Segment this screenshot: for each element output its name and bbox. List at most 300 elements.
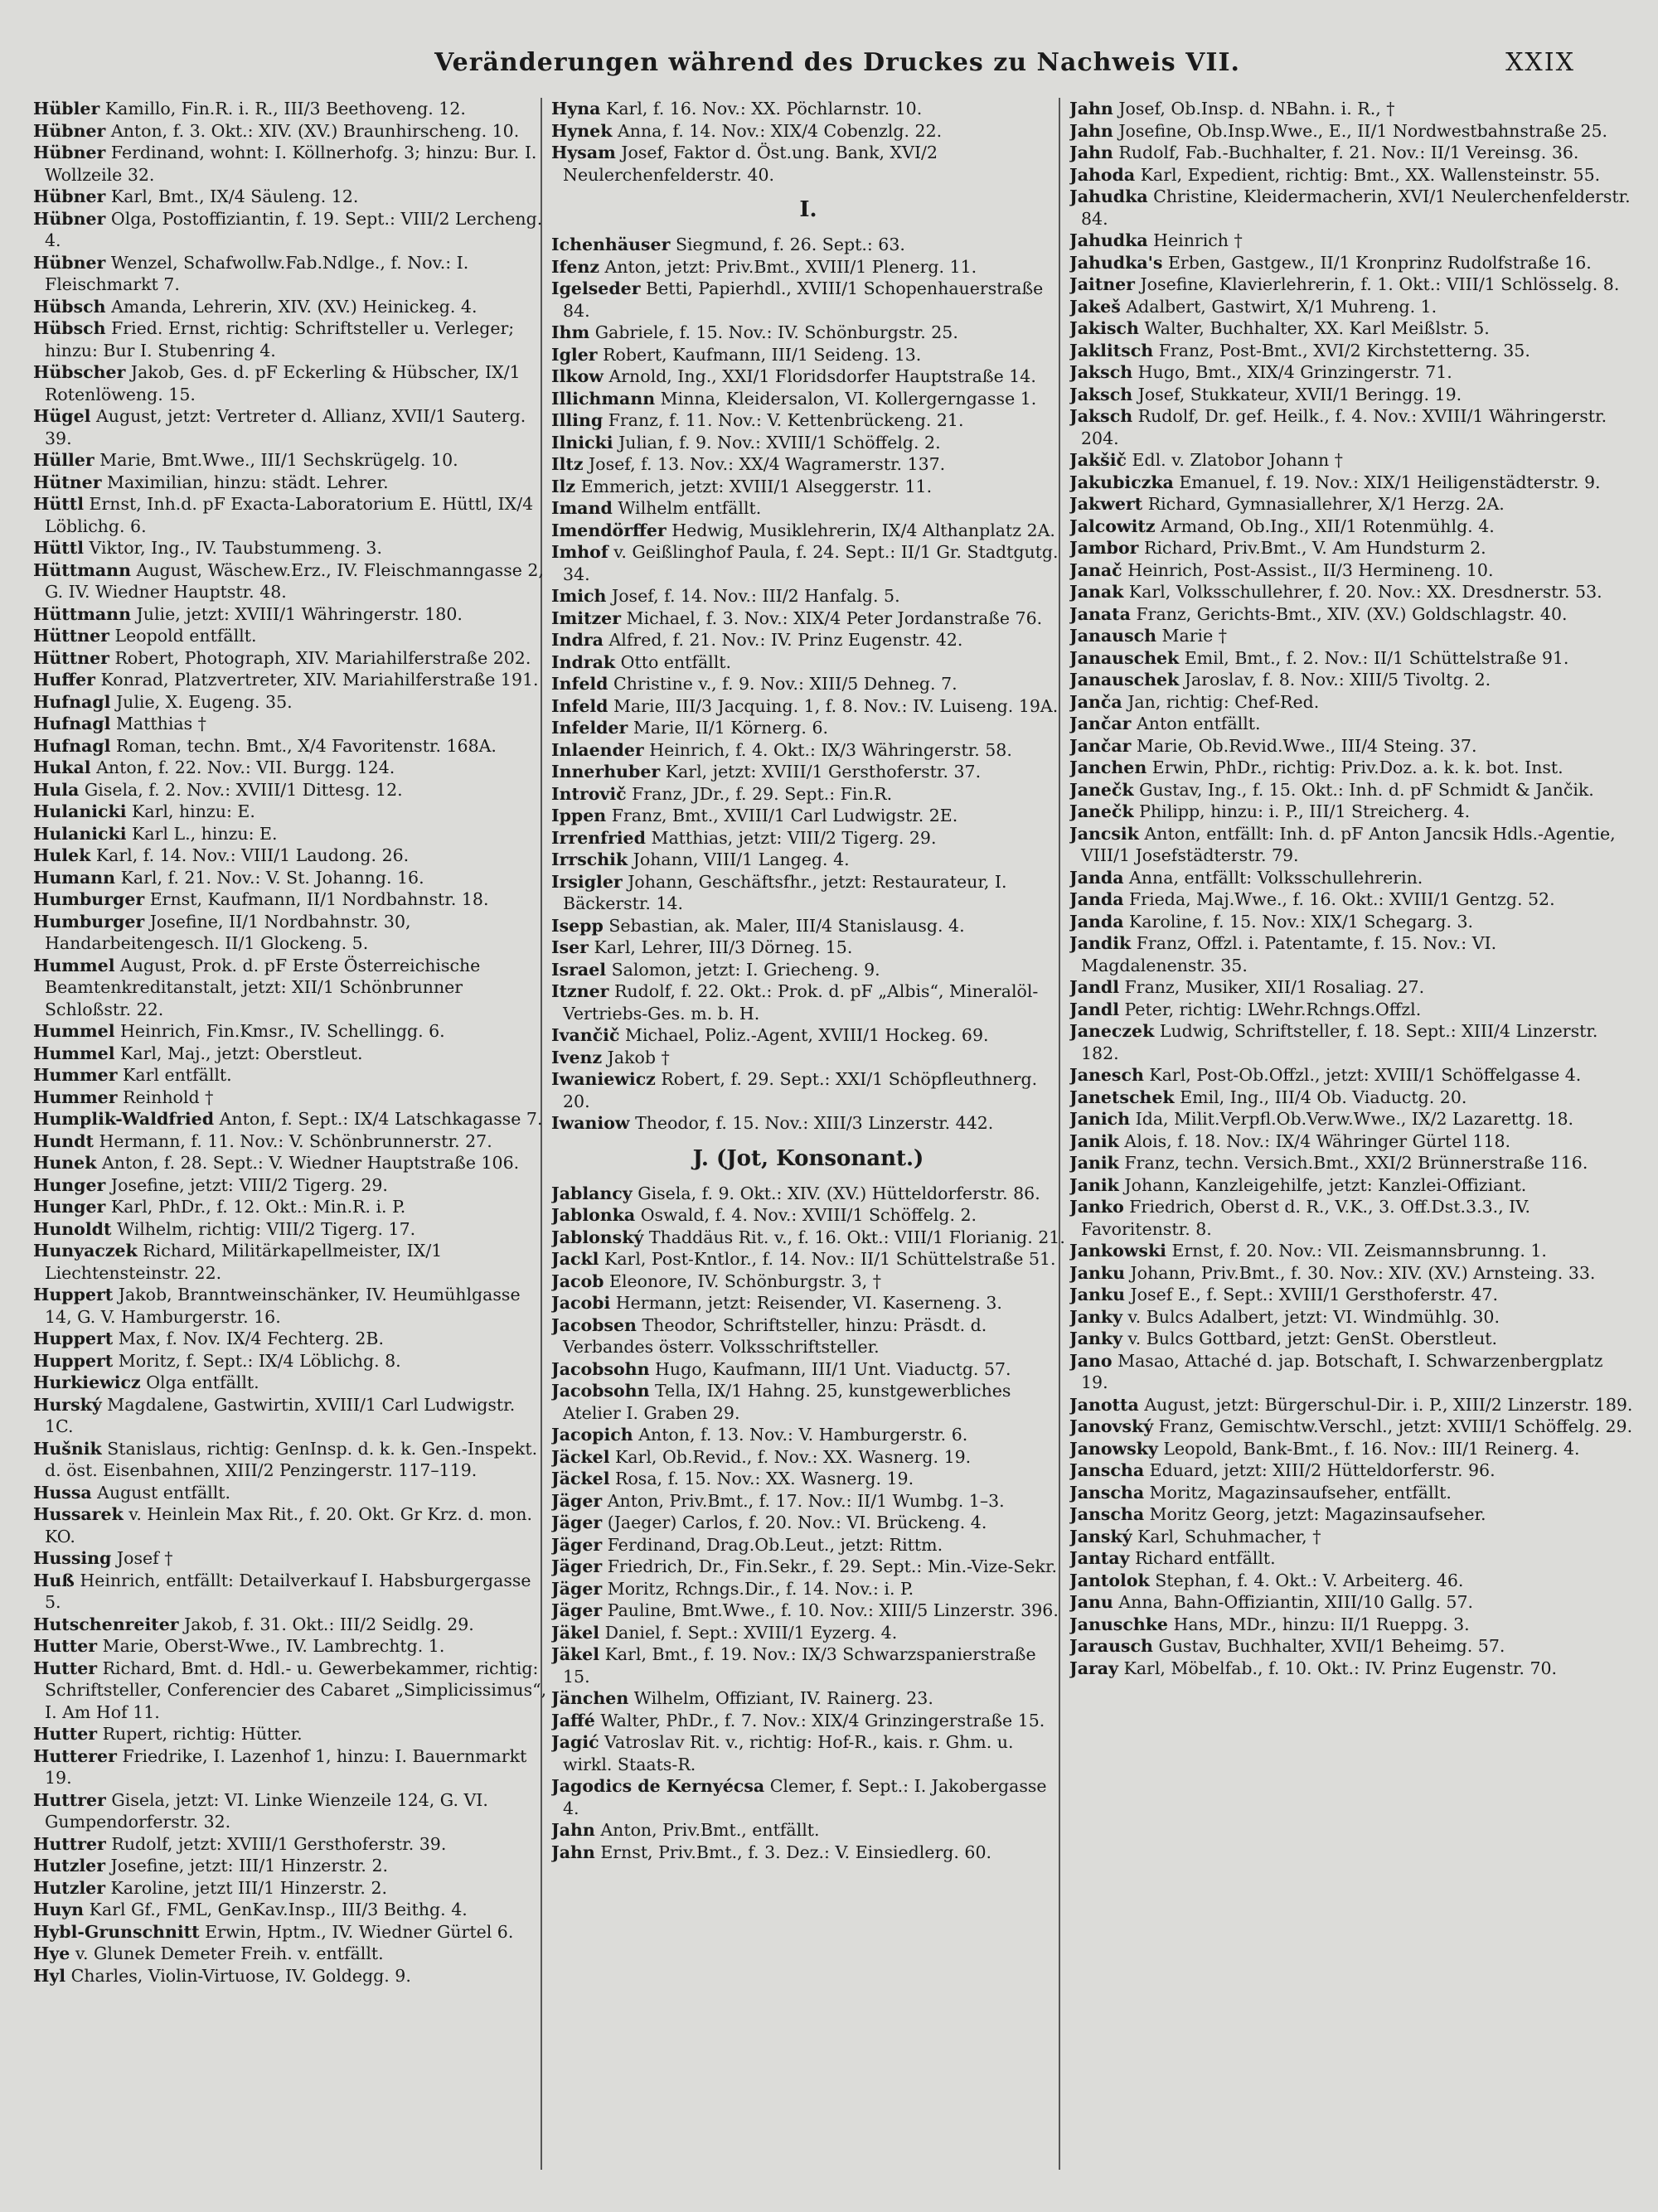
entry-surname: Hutzler bbox=[33, 1877, 106, 1898]
entry-surname: Huppert bbox=[33, 1329, 114, 1348]
directory-entry bbox=[33, 1108, 547, 1130]
entry-details: Friedrike, I. Lazenhof 1, hinzu: I. Bauernmarkt 19. bbox=[45, 1745, 527, 1788]
entry-details: Amanda, Lehrerin, XIV. (XV.) Heinickeg. 4. bbox=[111, 296, 478, 317]
entry-surname: Janu bbox=[1069, 1592, 1113, 1612]
directory-entry bbox=[1069, 1658, 1633, 1680]
directory-entry bbox=[33, 1877, 547, 1900]
section-heading: J. (Jot, Konsonant.) bbox=[692, 1145, 924, 1171]
entry-details: Wenzel, Schafwollw.Fab.Ndlge., f. Nov.: I. Fleischmarkt 7. bbox=[45, 252, 469, 294]
directory-entry bbox=[551, 717, 1065, 739]
entry-details: August, jetzt: Vertreter d. Allianz, XVII/1 Sauterg. 39. bbox=[45, 406, 526, 448]
directory-entry bbox=[1069, 230, 1633, 252]
directory-entry bbox=[1069, 823, 1633, 867]
entry-surname: Hüttmann bbox=[33, 559, 131, 580]
entry-details: Masao, Attaché d. jap. Botschaft, I. Schwarzenbergplatz 19. bbox=[1081, 1350, 1603, 1392]
entry-surname: Ilnicki bbox=[551, 432, 613, 453]
entry-details: Karl, Bmt., IX/4 Säuleng. 12. bbox=[110, 186, 359, 206]
directory-entry bbox=[551, 1556, 1065, 1578]
directory-entry bbox=[551, 1068, 1065, 1112]
directory-entry bbox=[33, 1833, 547, 1856]
directory-entry bbox=[33, 603, 547, 626]
entry-details: Josefine, jetzt: VIII/2 Tigerg. 29. bbox=[110, 1174, 388, 1195]
directory-entry bbox=[33, 823, 547, 845]
entry-surname: Hunger bbox=[33, 1197, 106, 1217]
entry-surname: Huppert bbox=[33, 1285, 114, 1304]
entry-surname: Hüller bbox=[33, 450, 95, 470]
entry-surname: Ilkow bbox=[551, 366, 604, 386]
directory-entry bbox=[551, 915, 1065, 937]
entry-details: Christine, Kleidermacherin, XVI/1 Neulerchenfelderstr. 84. bbox=[1081, 186, 1631, 229]
directory-entry bbox=[33, 1130, 547, 1153]
entry-details: Fried. Ernst, richtig: Schriftsteller u. Verleger; hinzu: Bur I. Stubenring 4. bbox=[45, 318, 515, 361]
entry-details: Josef, Stukkateur, XVII/1 Beringg. 19. bbox=[1137, 384, 1462, 404]
directory-entry bbox=[1069, 976, 1633, 999]
entry-details: Erwin, PhDr., richtig: Priv.Doz. a. k. k. bot. Inst. bbox=[1151, 758, 1563, 777]
entry-details: Daniel, f. Sept.: XVIII/1 Eyzerg. 4. bbox=[604, 1622, 898, 1643]
entry-details: Ernst, Kaufmann, II/1 Nordbahnstr. 18. bbox=[149, 889, 489, 909]
entry-surname: Hüttner bbox=[33, 647, 109, 668]
directory-entry bbox=[551, 388, 1065, 410]
directory-entry bbox=[551, 1248, 1065, 1271]
column-3 bbox=[1069, 98, 1633, 2186]
directory-entry bbox=[33, 1064, 547, 1087]
entry-details: Rosa, f. 15. Nov.: XX. Wasnerg. 19. bbox=[615, 1469, 914, 1488]
entry-details: Stanislaus, richtig: GenInsp. d. k. k. Gen.-Inspekt. d. öst. Eisenbahnen, XIII/2 Penzingerstr. 117–119. bbox=[45, 1438, 538, 1480]
directory-entry bbox=[551, 322, 1065, 344]
directory-entry bbox=[551, 1227, 1065, 1249]
entry-details: Heinrich, Fin.Kmsr., IV. Schellingg. 6. bbox=[120, 1021, 445, 1041]
directory-entry bbox=[1069, 1350, 1633, 1394]
directory-entry bbox=[1069, 1635, 1633, 1658]
entry-details: Ernst, f. 20. Nov.: VII. Zeismannsbrunng. 1. bbox=[1171, 1241, 1547, 1261]
entry-details: Betti, Papierhdl., XVIII/1 Schopenhauerstraße 84. bbox=[563, 278, 1044, 321]
entry-details: Philipp, hinzu: i. P., III/1 Streicherg. 4. bbox=[1139, 801, 1471, 821]
entry-surname: Irsigler bbox=[551, 871, 623, 892]
directory-entry bbox=[1069, 120, 1633, 143]
entry-surname: Hunoldt bbox=[33, 1218, 112, 1239]
directory-entry bbox=[1069, 537, 1633, 559]
entry-surname: Indrak bbox=[551, 651, 616, 672]
entry-details: Otto entfällt. bbox=[620, 651, 732, 672]
entry-surname: Imhof bbox=[551, 542, 608, 562]
directory-entry bbox=[1069, 1394, 1633, 1416]
entry-surname: Janauschek bbox=[1069, 670, 1180, 690]
directory-entry bbox=[1069, 1328, 1633, 1350]
page-number: XXIX bbox=[1505, 48, 1575, 77]
directory-entry bbox=[551, 1292, 1065, 1314]
directory-entry bbox=[33, 493, 547, 537]
entry-surname: Hüttl bbox=[33, 538, 84, 558]
directory-entry bbox=[33, 1394, 547, 1438]
entry-details: Wilhelm, richtig: VIII/2 Tigerg. 17. bbox=[116, 1218, 416, 1239]
entry-surname: Hulanicki bbox=[33, 801, 127, 821]
entry-surname: Iser bbox=[551, 937, 589, 957]
entry-details: Minna, Kleidersalon, VI. Kollergerngasse 1. bbox=[660, 388, 1037, 409]
directory-entry bbox=[1069, 999, 1633, 1021]
entry-details: Walter, PhDr., f. 7. Nov.: XIX/4 Grinzingerstraße 15. bbox=[600, 1710, 1045, 1730]
entry-surname: Hukal bbox=[33, 758, 91, 777]
entry-details: Jan, richtig: Chef-Red. bbox=[1127, 691, 1320, 712]
entry-details: Karl, Ob.Revid., f. Nov.: XX. Wasnerg. 19. bbox=[615, 1446, 972, 1467]
entry-surname: Janda bbox=[1069, 911, 1124, 932]
entry-surname: Jablonský bbox=[551, 1227, 644, 1247]
entry-surname: Hübner bbox=[33, 186, 106, 206]
entry-details: Jaroslav, f. 8. Nov.: XIII/5 Tivoltg. 2. bbox=[1184, 670, 1491, 690]
entry-surname: Ichenhäuser bbox=[551, 235, 671, 254]
entry-surname: Hurský bbox=[33, 1394, 102, 1415]
directory-entry bbox=[1069, 691, 1633, 714]
entry-details: Rudolf, Dr. gef. Heilk., f. 4. Nov.: XVIII/1 Währingerstr. 204. bbox=[1081, 406, 1607, 448]
entry-surname: Jakeš bbox=[1069, 296, 1121, 317]
entry-details: Julie, jetzt: XVIII/1 Währingerstr. 180. bbox=[136, 603, 463, 624]
entry-surname: Indra bbox=[551, 630, 604, 650]
directory-entry bbox=[551, 1380, 1065, 1424]
directory-entry bbox=[1069, 735, 1633, 758]
entry-surname: Jano bbox=[1069, 1350, 1113, 1371]
entry-surname: Jakubiczka bbox=[1069, 472, 1174, 492]
entry-surname: Imendörffer bbox=[551, 520, 667, 540]
entry-surname: Jančar bbox=[1069, 735, 1132, 756]
directory-entry bbox=[1069, 1591, 1633, 1614]
entry-surname: Janča bbox=[1069, 691, 1122, 712]
directory-entry bbox=[551, 256, 1065, 278]
page-title: Veränderungen während des Druckes zu Nachweis VII. bbox=[434, 48, 1240, 77]
directory-entry bbox=[1069, 779, 1633, 801]
directory-entry bbox=[551, 142, 1065, 186]
entry-details: Robert, Photograph, XIV. Mariahilferstraße 202. bbox=[114, 647, 531, 668]
directory-entry bbox=[551, 805, 1065, 827]
entry-details: Moritz, f. Sept.: IX/4 Löblichg. 8. bbox=[118, 1350, 401, 1371]
entry-surname: Janský bbox=[1069, 1526, 1132, 1546]
entry-details: Gustav, Ing., f. 15. Okt.: Inh. d. pF Schmidt & Jančik. bbox=[1139, 779, 1594, 800]
entry-details: Julian, f. 9. Nov.: XVIII/1 Schöffelg. 2. bbox=[618, 432, 941, 453]
entry-details: Alfred, f. 21. Nov.: IV. Prinz Eugenstr. 42. bbox=[608, 630, 963, 650]
entry-surname: Hulanicki bbox=[33, 823, 127, 844]
entry-details: Marie, III/3 Jacquing. 1, f. 8. Nov.: IV. Luiseng. 19A. bbox=[613, 695, 1059, 716]
entry-details: Emil, Ing., III/4 Ob. Viaductg. 20. bbox=[1180, 1087, 1467, 1107]
entry-surname: Jandl bbox=[1069, 999, 1120, 1019]
entry-details: Gisela, f. 9. Okt.: XIV. (XV.) Hütteldorferstr. 86. bbox=[638, 1183, 1040, 1203]
entry-surname: Hufnagl bbox=[33, 691, 111, 712]
entry-surname: Jagić bbox=[551, 1732, 599, 1752]
entry-surname: Hutter bbox=[33, 1636, 98, 1656]
entry-details: Johann, Kanzleigehilfe, jetzt: Kanzlei-Offiziant. bbox=[1124, 1174, 1527, 1195]
entry-details: Peter, richtig: LWehr.Rchngs.Offzl. bbox=[1124, 999, 1422, 1019]
entry-details: Karl L., hinzu: E. bbox=[132, 823, 278, 844]
directory-entry bbox=[551, 783, 1065, 806]
entry-details: Magdalene, Gastwirtin, XVIII/1 Carl Ludwigstr. 1C. bbox=[45, 1394, 516, 1436]
entry-surname: Janesch bbox=[1069, 1065, 1144, 1085]
directory-entry bbox=[1069, 867, 1633, 889]
entry-details: Anton, f. 28. Sept.: V. Wiedner Hauptstraße 106. bbox=[101, 1153, 520, 1173]
directory-entry bbox=[33, 1482, 547, 1504]
entry-details: Richard, Militärkapellmeister, IX/1 Liechtensteinstr. 22. bbox=[45, 1241, 443, 1283]
directory-entry bbox=[1069, 252, 1633, 274]
entry-details: Karl, jetzt: XVIII/1 Gersthoferstr. 37. bbox=[665, 762, 982, 782]
entry-details: Anton entfällt. bbox=[1136, 714, 1261, 733]
entry-details: Siegmund, f. 26. Sept.: 63. bbox=[675, 235, 905, 254]
directory-entry bbox=[33, 1174, 547, 1197]
entry-surname: Introvič bbox=[551, 783, 627, 804]
entry-surname: Huß bbox=[33, 1570, 75, 1590]
directory-entry bbox=[551, 1842, 1065, 1864]
entry-surname: Janik bbox=[1069, 1130, 1119, 1151]
entry-surname: Jaklitsch bbox=[1069, 340, 1154, 361]
directory-entry bbox=[33, 252, 547, 296]
entry-details: (Jaeger) Carlos, f. 20. Nov.: VI. Brückeng. 4. bbox=[607, 1513, 987, 1532]
entry-surname: Jacobsohn bbox=[551, 1381, 650, 1401]
entry-surname: Hundt bbox=[33, 1130, 94, 1151]
entry-surname: Jablonka bbox=[551, 1205, 636, 1225]
entry-surname: Jäckel bbox=[551, 1469, 610, 1488]
entry-details: Anton, entfällt: Inh. d. pF Anton Jancsik Hdls.-Agentie, VIII/1 Josefstädterstr. 79. bbox=[1081, 823, 1616, 865]
entry-details: Emanuel, f. 19. Nov.: XIX/1 Heiligenstädterstr. 9. bbox=[1179, 472, 1601, 492]
directory-entry bbox=[33, 1965, 547, 1987]
directory-entry bbox=[1069, 1020, 1633, 1064]
entry-surname: Jahoda bbox=[1069, 164, 1136, 185]
directory-entry bbox=[1069, 647, 1633, 670]
directory-entry bbox=[33, 1614, 547, 1636]
entry-surname: Irrenfried bbox=[551, 827, 646, 848]
directory-entry bbox=[551, 761, 1065, 783]
entry-surname: Jäger bbox=[551, 1513, 603, 1532]
entry-details: Josef, Ob.Insp. d. NBahn. i. R., † bbox=[1118, 99, 1395, 119]
directory-entry bbox=[1069, 1614, 1633, 1636]
entry-details: Marie, Ob.Revid.Wwe., III/4 Steing. 37. bbox=[1136, 735, 1477, 756]
entry-surname: Janečk bbox=[1069, 801, 1134, 821]
entry-details: v. Heinlein Max Rit., f. 20. Okt. Gr Krz. d. mon. KO. bbox=[45, 1504, 533, 1546]
entry-details: Erben, Gastgew., II/1 Kronprinz Rudolfstraße 16. bbox=[1167, 252, 1592, 273]
entry-surname: Jänchen bbox=[551, 1688, 629, 1708]
entry-surname: Janetschek bbox=[1069, 1087, 1175, 1107]
entry-details: Karl Gf., FML, GenKav.Insp., III/3 Beithg. 4. bbox=[89, 1900, 468, 1919]
entry-details: Matthias, jetzt: VIII/2 Tigerg. 29. bbox=[651, 827, 937, 848]
entry-details: Karoline, jetzt III/1 Hinzerstr. 2. bbox=[110, 1877, 388, 1898]
entry-surname: Janowsky bbox=[1069, 1438, 1158, 1459]
entry-surname: Humplik-Waldfried bbox=[33, 1109, 215, 1129]
entry-surname: Jäkel bbox=[551, 1644, 600, 1664]
directory-entry bbox=[1069, 1130, 1633, 1153]
entry-surname: Janscha bbox=[1069, 1482, 1145, 1503]
entry-details: Jakob, Ges. d. pF Eckerling & Hübscher, IX/1 Rotenlöweng. 15. bbox=[45, 362, 521, 404]
entry-surname: Hussarek bbox=[33, 1504, 124, 1524]
directory-entry bbox=[33, 1723, 547, 1745]
directory-entry bbox=[551, 1622, 1065, 1644]
directory-entry bbox=[33, 317, 547, 361]
directory-entry bbox=[33, 1943, 547, 1965]
entry-details: Franz, Gemischtw.Verschl., jetzt: XVIII/1 Schöffelg. 29. bbox=[1158, 1416, 1633, 1436]
entry-details: Karl, Schuhmacher, † bbox=[1137, 1526, 1321, 1546]
entry-surname: Jäger bbox=[551, 1600, 603, 1620]
entry-details: Karl, f. 21. Nov.: V. St. Johanng. 16. bbox=[120, 867, 424, 888]
entry-surname: Hybl-Grunschnitt bbox=[33, 1921, 200, 1942]
entry-details: Rudolf, jetzt: XVIII/1 Gersthoferstr. 39. bbox=[111, 1833, 447, 1854]
entry-details: Theodor, Schriftsteller, hinzu: Präsdt. d. Verbandes österr. Volksschriftsteller. bbox=[563, 1314, 987, 1357]
entry-details: Emmerich, jetzt: XVIII/1 Alseggerstr. 11. bbox=[580, 476, 933, 496]
entry-surname: Jahn bbox=[1069, 120, 1113, 141]
directory-entry bbox=[33, 1658, 547, 1724]
entry-details: Emil, Bmt., f. 2. Nov.: II/1 Schüttelstraße 91. bbox=[1184, 647, 1569, 668]
directory-entry bbox=[551, 651, 1065, 674]
entry-surname: Hutter bbox=[33, 1658, 98, 1678]
entry-details: Marie † bbox=[1161, 626, 1228, 646]
directory-entry bbox=[1069, 757, 1633, 779]
entry-surname: Hüttner bbox=[33, 626, 109, 646]
entry-details: Josefine, II/1 Nordbahnstr. 30, Handarbeitengesch. II/1 Glockeng. 5. bbox=[45, 911, 411, 953]
entry-details: Karl, Post-Ob.Offzl., jetzt: XVIII/1 Schöffelgasse 4. bbox=[1149, 1065, 1582, 1085]
directory-entry bbox=[551, 673, 1065, 695]
directory-entry bbox=[1069, 1570, 1633, 1592]
entry-details: Marie, Bmt.Wwe., III/1 Sechskrügelg. 10. bbox=[99, 450, 458, 470]
directory-entry bbox=[551, 409, 1065, 432]
entry-surname: Ihm bbox=[551, 322, 590, 342]
entry-details: Josefine, Klavierlehrerin, f. 1. Okt.: VIII/1 Schlösselg. 8. bbox=[1140, 274, 1620, 294]
entry-details: Karl, f. 14. Nov.: VIII/1 Laudong. 26. bbox=[95, 845, 410, 865]
directory-entry bbox=[33, 713, 547, 735]
entry-details: Edl. v. Zlatobor Johann † bbox=[1132, 450, 1343, 470]
entry-details: Josef E., f. Sept.: XVIII/1 Gersthoferstr. 47. bbox=[1130, 1285, 1498, 1304]
entry-surname: Janda bbox=[1069, 889, 1124, 909]
entry-surname: Hübner bbox=[33, 252, 106, 273]
entry-surname: Infeld bbox=[551, 695, 608, 716]
entry-surname: Jalcowitz bbox=[1069, 515, 1156, 536]
entry-surname: Janda bbox=[1069, 867, 1124, 888]
directory-entry bbox=[33, 1087, 547, 1109]
entry-details: Theodor, f. 15. Nov.: XIII/3 Linzerstr. 442. bbox=[635, 1113, 994, 1133]
directory-entry bbox=[551, 1424, 1065, 1446]
entry-details: Olga, Postoffiziantin, f. 19. Sept.: VIII/2 Lercheng. 4. bbox=[45, 208, 543, 250]
entry-details: Konrad, Platzvertreter, XIV. Mariahilferstraße 191. bbox=[100, 670, 539, 690]
entry-surname: Hulek bbox=[33, 845, 91, 865]
entry-details: v. Glunek Demeter Freih. v. entfällt. bbox=[75, 1943, 384, 1963]
entry-details: Anton, Priv.Bmt., entfällt. bbox=[600, 1820, 820, 1840]
directory-entry bbox=[1069, 296, 1633, 318]
entry-surname: Infelder bbox=[551, 718, 628, 738]
directory-entry bbox=[551, 1600, 1065, 1622]
directory-entry bbox=[1069, 317, 1633, 340]
directory-entry bbox=[1069, 581, 1633, 603]
entry-surname: Janko bbox=[1069, 1197, 1124, 1217]
directory-entry bbox=[551, 1534, 1065, 1556]
entry-surname: Hummel bbox=[33, 1021, 115, 1041]
entry-details: Robert, Kaufmann, III/1 Seideng. 13. bbox=[603, 344, 922, 365]
entry-details: Heinrich, Post-Assist., II/3 Hermineng. 10. bbox=[1127, 559, 1494, 580]
entry-surname: Janich bbox=[1069, 1109, 1131, 1129]
entry-surname: Janausch bbox=[1069, 626, 1157, 646]
entry-surname: Jaray bbox=[1069, 1658, 1118, 1678]
entry-details: Jakob, Branntweinschänker, IV. Heumühlgasse 14, G. V. Hamburgerstr. 16. bbox=[45, 1285, 521, 1327]
entry-surname: Humann bbox=[33, 867, 116, 888]
entry-details: Franz, Bmt., XVIII/1 Carl Ludwigstr. 2E. bbox=[611, 806, 958, 825]
entry-details: Heinrich, entfällt: Detailverkauf I. Habsburgergasse 5. bbox=[45, 1570, 531, 1612]
entry-surname: Ivančič bbox=[551, 1025, 620, 1045]
directory-entry bbox=[551, 1024, 1065, 1047]
entry-surname: Jahudka bbox=[1069, 186, 1148, 206]
directory-entry bbox=[1069, 1526, 1633, 1548]
entry-surname: Januschke bbox=[1069, 1614, 1168, 1634]
directory-entry bbox=[551, 432, 1065, 454]
entry-surname: Hutter bbox=[33, 1724, 98, 1744]
entry-details: Gustav, Buchhalter, XVII/1 Beheimg. 57. bbox=[1158, 1636, 1505, 1656]
entry-surname: Janata bbox=[1069, 603, 1131, 624]
directory-entry bbox=[1069, 932, 1633, 976]
directory-entry bbox=[33, 405, 547, 449]
entry-details: Karl, Lehrer, III/3 Dörneg. 15. bbox=[594, 937, 853, 957]
entry-details: Stephan, f. 4. Okt.: V. Arbeiterg. 46. bbox=[1155, 1570, 1464, 1590]
entry-surname: Hurkiewicz bbox=[33, 1372, 141, 1392]
entry-details: Marie, Oberst-Wwe., IV. Lambrechtg. 1. bbox=[102, 1636, 445, 1656]
entry-details: Gisela, jetzt: VI. Linke Wienzeile 124, G. VI. Gumpendorferstr. 32. bbox=[45, 1789, 488, 1832]
directory-entry bbox=[33, 208, 547, 252]
directory-entry bbox=[551, 1358, 1065, 1381]
directory-entry bbox=[551, 1731, 1065, 1775]
directory-entry bbox=[551, 120, 1065, 143]
directory-entry bbox=[33, 845, 547, 867]
entry-details: Charles, Violin-Virtuose, IV. Goldegg. 9. bbox=[70, 1965, 411, 1986]
entry-surname: Jacobi bbox=[551, 1293, 611, 1313]
entry-details: August, Prok. d. pF Erste Österreichische Beamtenkreditanstalt, jetzt: XII/1 Schönbrunner Schloßstr. 22. bbox=[45, 955, 481, 1019]
entry-details: Eduard, jetzt: XIII/2 Hütteldorferstr. 96. bbox=[1149, 1460, 1496, 1480]
directory-entry bbox=[551, 871, 1065, 915]
directory-entry bbox=[33, 955, 547, 1021]
directory-entry bbox=[33, 1635, 547, 1658]
entry-surname: Jäger bbox=[551, 1556, 603, 1576]
directory-entry bbox=[33, 296, 547, 318]
directory-entry bbox=[1069, 1416, 1633, 1438]
directory-entry bbox=[551, 827, 1065, 849]
entry-details: Josef † bbox=[116, 1548, 173, 1568]
entry-surname: Jambor bbox=[1069, 538, 1139, 558]
entry-details: Josef, Faktor d. Öst.ung. Bank, XVI/2 Neulerchenfelderstr. 40. bbox=[563, 143, 938, 185]
entry-details: Friedrich, Oberst d. R., V.K., 3. Off.Dst.3.3., IV. Favoritenstr. 8. bbox=[1081, 1197, 1531, 1239]
directory-entry bbox=[33, 1570, 547, 1614]
entry-details: Michael, Poliz.-Agent, XVIII/1 Hockeg. 69. bbox=[624, 1025, 989, 1045]
entry-surname: Jackl bbox=[551, 1249, 599, 1269]
entry-details: Ida, Milit.Verpfl.Ob.Verw.Wwe., IX/2 Lazarettg. 18. bbox=[1135, 1109, 1574, 1129]
entry-surname: Jagodics de Kernyécsa bbox=[551, 1776, 765, 1796]
entry-surname: Jankowski bbox=[1069, 1241, 1166, 1261]
entry-surname: Jäckel bbox=[551, 1446, 610, 1467]
entry-surname: Janky bbox=[1069, 1306, 1123, 1327]
entry-details: Armand, Ob.Ing., XII/1 Rotenmühlg. 4. bbox=[1161, 515, 1495, 536]
entry-surname: Hübner bbox=[33, 120, 106, 141]
entry-details: Clemer, f. Sept.: I. Jakobergasse 4. bbox=[563, 1776, 1047, 1818]
entry-surname: Hušnik bbox=[33, 1438, 102, 1459]
directory-entry bbox=[33, 559, 547, 603]
directory-entry bbox=[551, 629, 1065, 651]
entry-details: Arnold, Ing., XXI/1 Floridsdorfer Hauptstraße 14. bbox=[608, 366, 1036, 386]
entry-surname: Innerhuber bbox=[551, 762, 661, 782]
entry-surname: Infeld bbox=[551, 674, 608, 694]
entry-surname: Hyna bbox=[551, 99, 601, 119]
directory-entry bbox=[1069, 405, 1633, 449]
directory-entry bbox=[1069, 1262, 1633, 1285]
entry-surname: Ilz bbox=[551, 476, 576, 496]
directory-entry bbox=[1069, 472, 1633, 494]
entry-surname: Hynek bbox=[551, 120, 613, 141]
directory-entry bbox=[551, 541, 1065, 585]
entry-details: Alois, f. 18. Nov.: IX/4 Währinger Gürtel 118. bbox=[1124, 1130, 1511, 1151]
entry-surname: Imand bbox=[551, 498, 613, 518]
entry-surname: Hummer bbox=[33, 1065, 118, 1085]
entry-surname: Hye bbox=[33, 1943, 70, 1963]
directory-entry bbox=[1069, 713, 1633, 735]
entry-details: Hugo, Bmt., XIX/4 Grinzingerstr. 71. bbox=[1137, 362, 1452, 382]
entry-surname: Jaitner bbox=[1069, 274, 1135, 294]
directory-entry bbox=[551, 585, 1065, 607]
directory-entry bbox=[1069, 515, 1633, 538]
entry-surname: Jaksch bbox=[1069, 362, 1133, 382]
